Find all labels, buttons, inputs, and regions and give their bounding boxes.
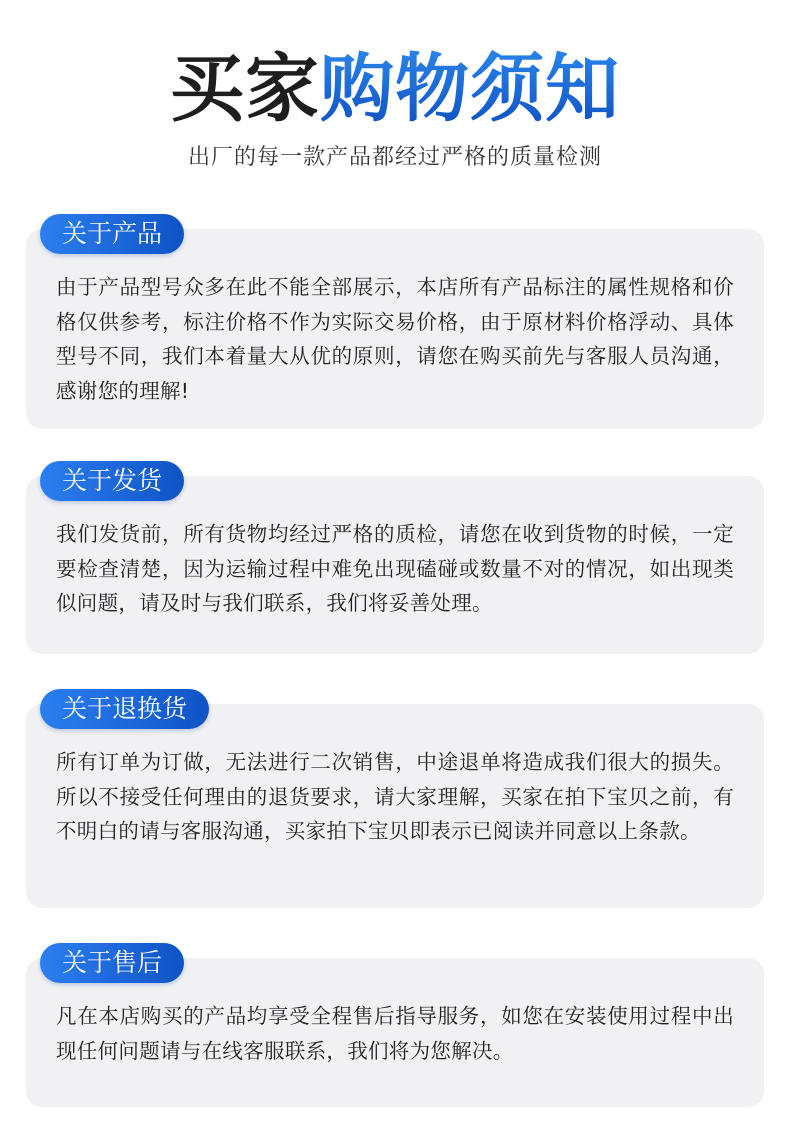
section-badge-aftersales: 关于售后 (40, 943, 184, 983)
page-title-part1: 买家 (170, 46, 320, 132)
page-subtitle: 出厂的每一款产品都经过严格的质量检测 (187, 145, 602, 170)
section-badge-shipping: 关于发货 (40, 461, 184, 501)
section-text-aftersales: 凡在本店购买的产品均享受全程售后指导服务，如您在安装使用过程中出现任何问题请与在线客服联系，我们将为您解决。 (56, 1004, 734, 1063)
page-title (0, 42, 790, 136)
section-badge-product: 关于产品 (40, 214, 184, 254)
section-badge-returns: 关于退换货 (40, 689, 209, 729)
section-text-product: 由于产品型号众多在此不能全部展示，本店所有产品标注的属性规格和价格仅供参考，标注价格不作为实际交易价格，由于原材料价格浮动、具体型号不同，我们本着量大从优的原则，请您在购买前先与客服人员沟通，感谢您的理解! (56, 275, 734, 403)
header (0, 42, 790, 174)
page-title-part2: 购物须知 (320, 46, 620, 132)
section-text-shipping: 我们发货前，所有货物均经过严格的质检，请您在收到货物的时候，一定要检查清楚，因为运输过程中难免出现磕碰或数量不对的情况，如出现类似问题，请及时与我们联系，我们将妥善处理。 (56, 522, 734, 615)
section-text-returns: 所有订单为订做，无法进行二次销售，中途退单将造成我们很大的损失。所以不接受任何理由的退货要求，请大家理解，买家在拍下宝贝之前，有不明白的请与客服沟通，买家拍下宝贝即表示已阅读并同意以上条款。 (56, 750, 734, 843)
